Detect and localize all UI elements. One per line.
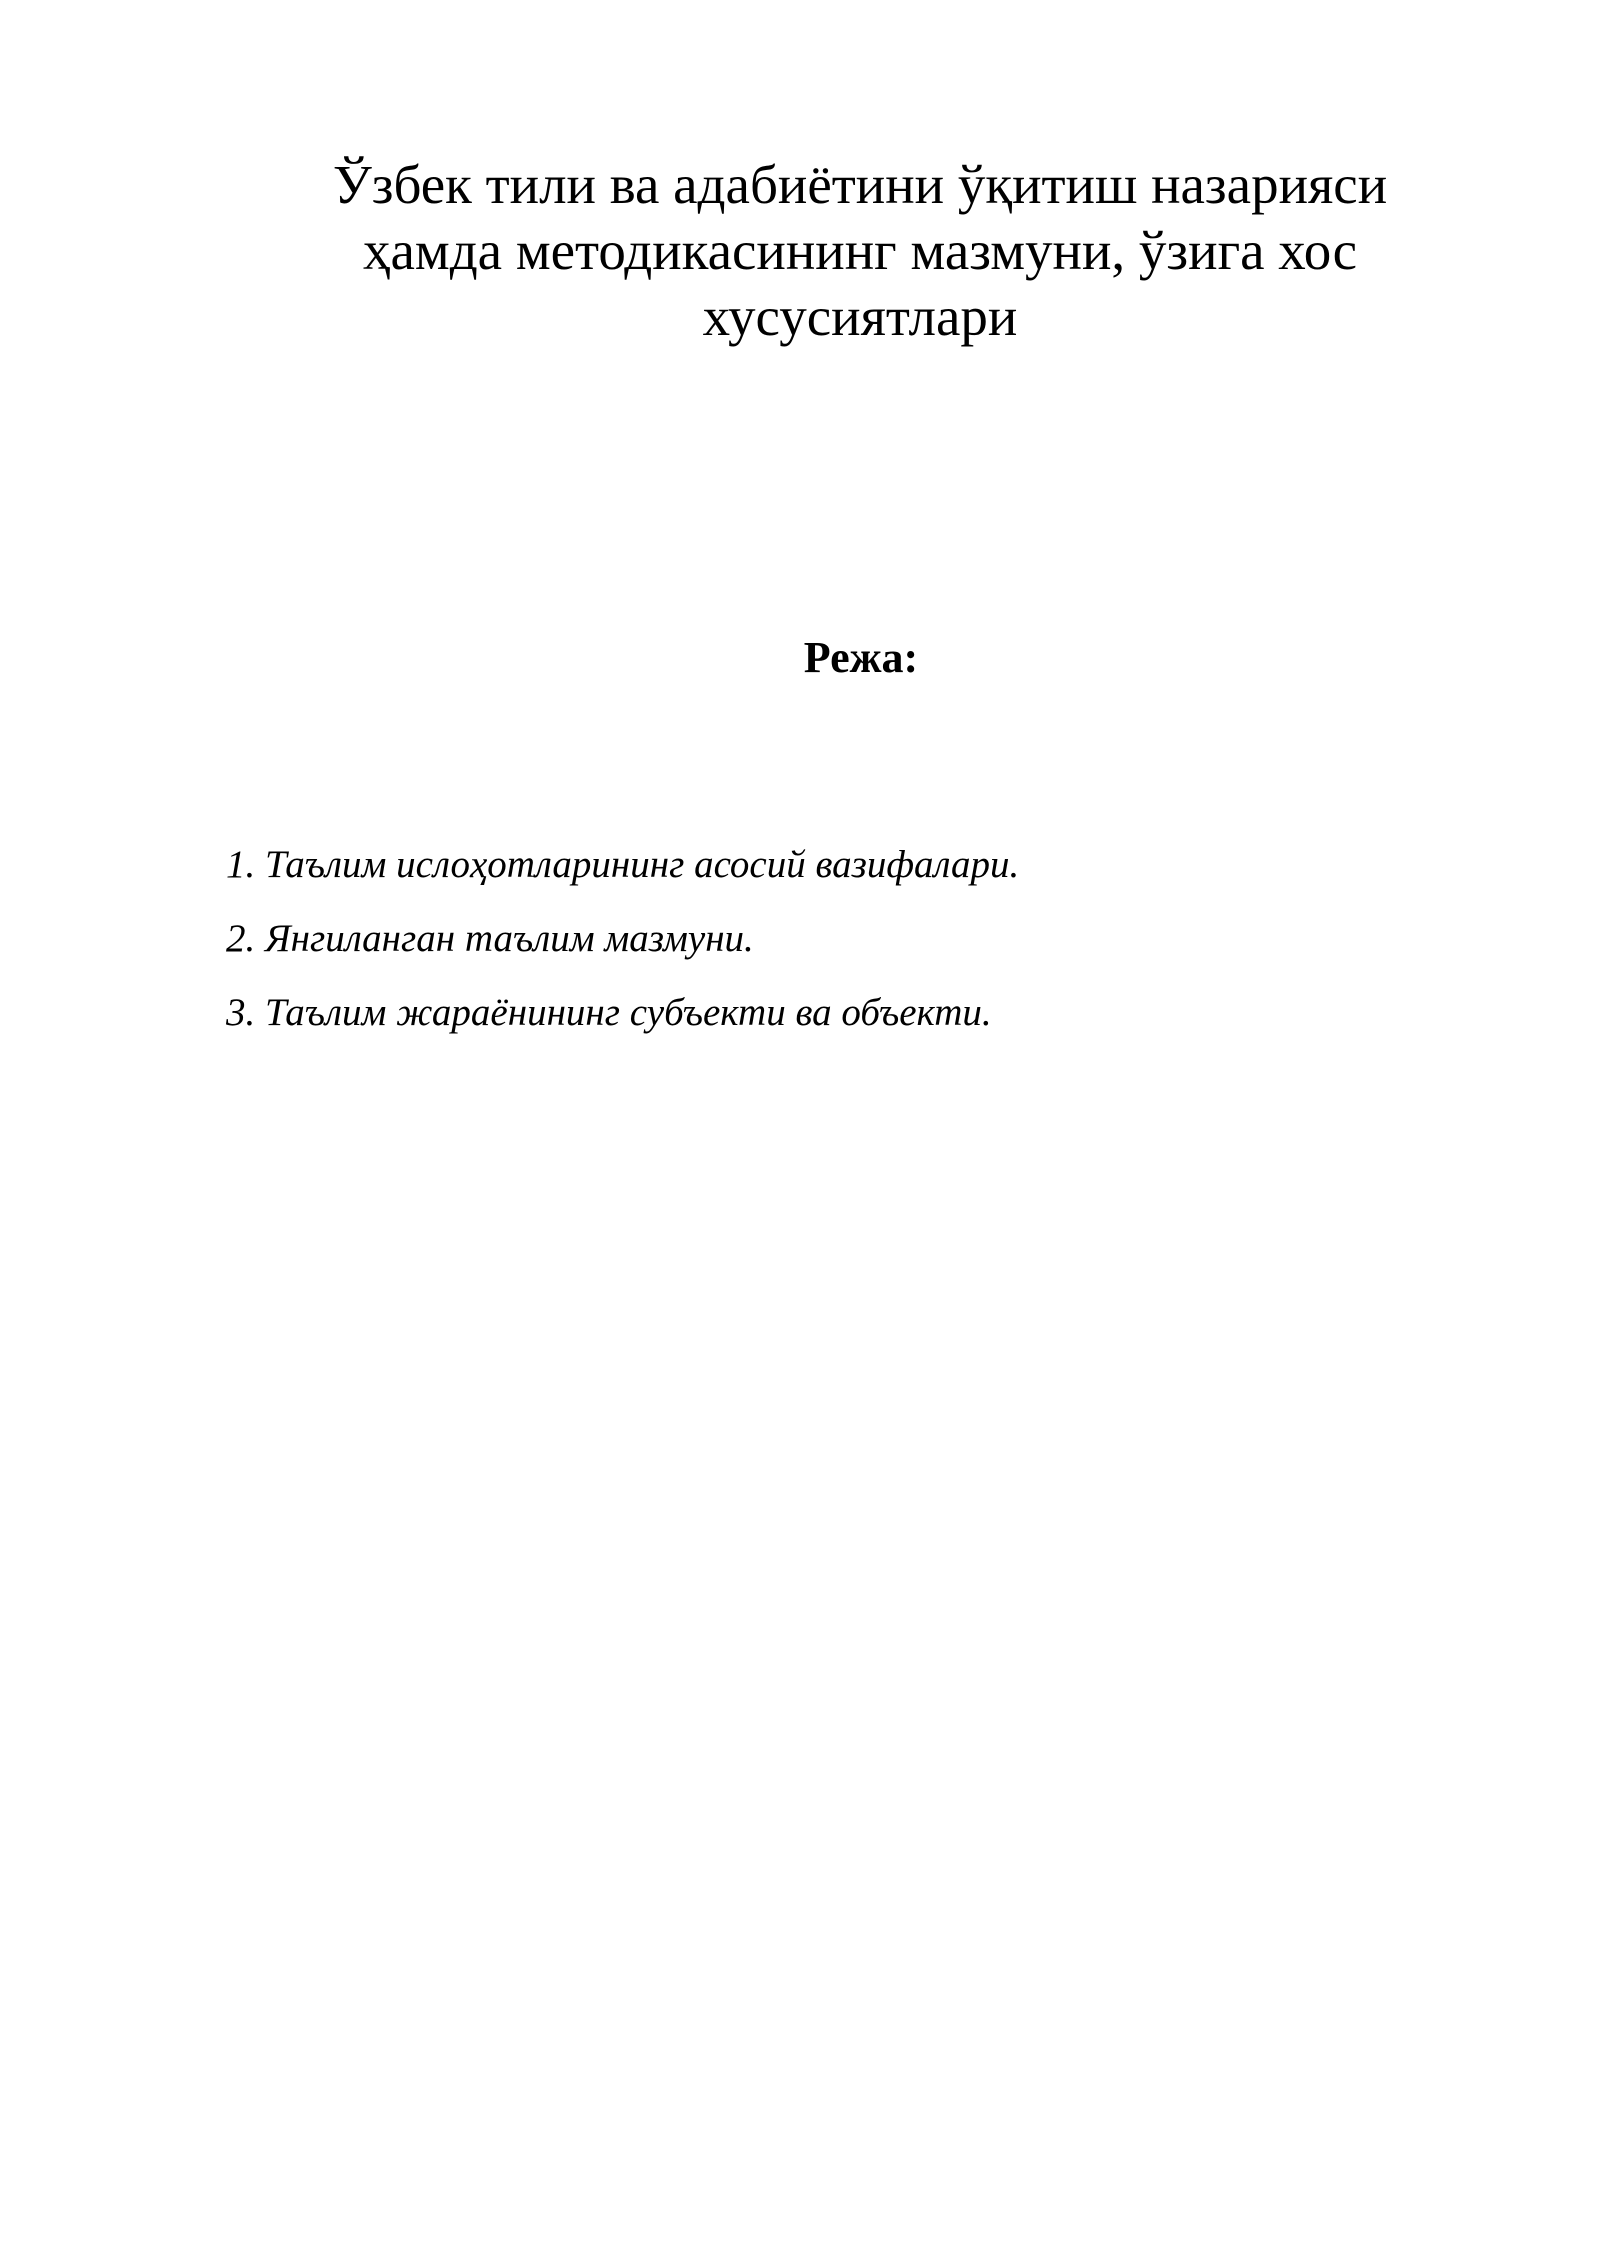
plan-item: 2. Янгиланган таълим мазмуни. — [226, 917, 754, 960]
title-line: хусусиятлари — [702, 286, 1018, 347]
plan-list — [226, 842, 1426, 1064]
title-line: ҳамда методикасининг мазмуни, ўзига хос — [362, 220, 1357, 281]
document-title — [230, 152, 1490, 350]
plan-heading: Режа: — [803, 633, 919, 682]
plan-item: 1. Таълим ислоҳотларининг асосий вазифалари. — [226, 843, 1020, 886]
title-line: Ўзбек тили ва адабиётини ўқитиш назарияси — [332, 154, 1388, 215]
plan-item: 3. Таълим жараёнининг субъекти ва объекти. — [226, 991, 992, 1034]
